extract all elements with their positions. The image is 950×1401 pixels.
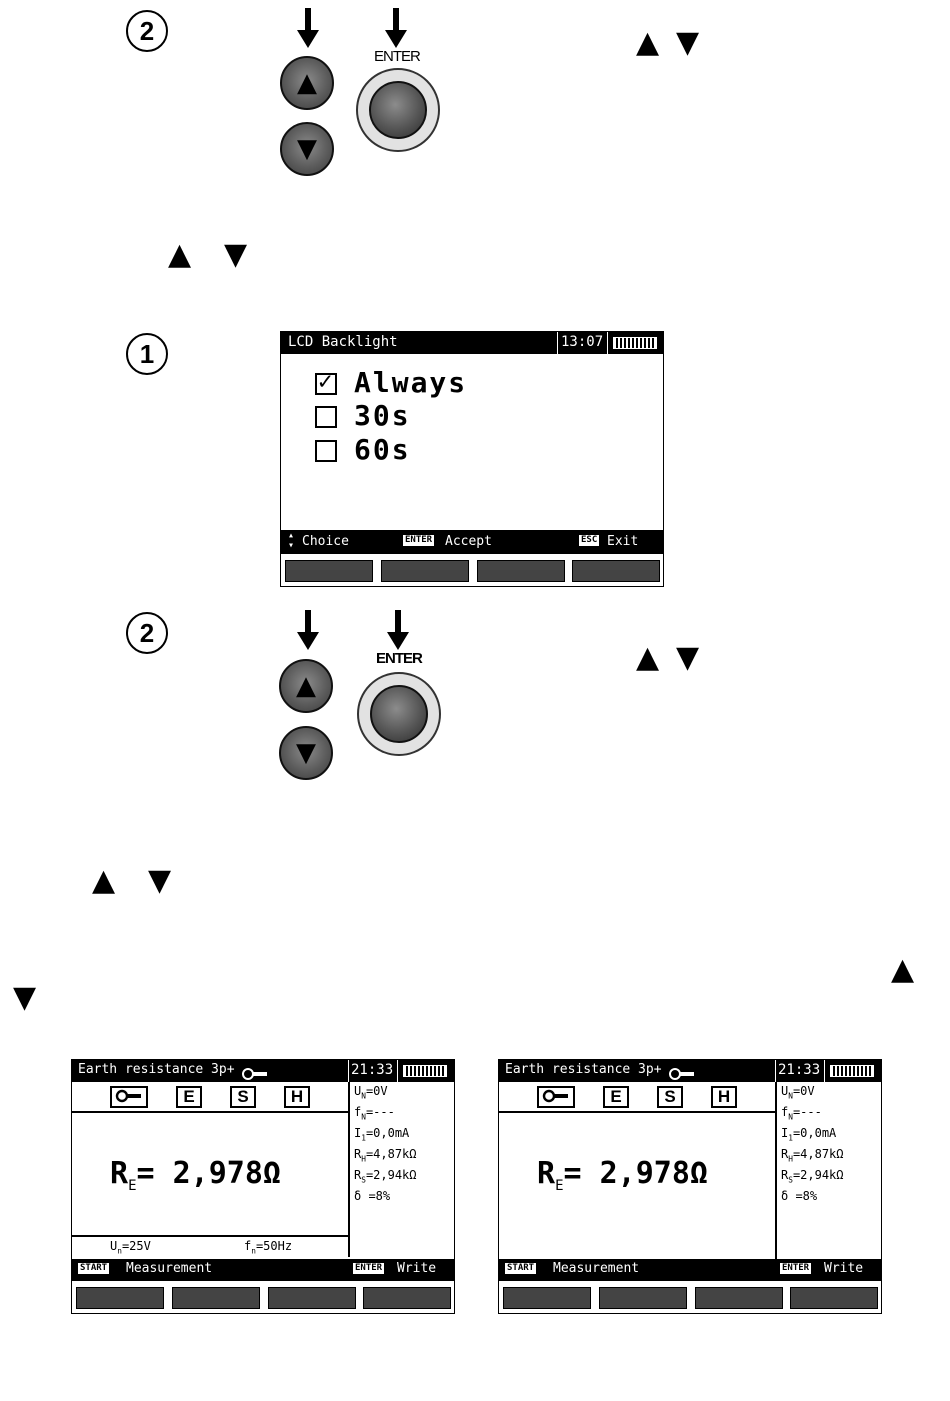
- enter-key-label: ENTER: [376, 650, 422, 667]
- softkey-2[interactable]: [172, 1287, 260, 1309]
- param-delta: δ =8%: [781, 1189, 818, 1203]
- softkey-3[interactable]: [477, 560, 565, 582]
- mode-e-box: E: [603, 1086, 629, 1108]
- down-triangle-icon: ▼: [676, 25, 700, 60]
- option-label-60s[interactable]: 60s: [354, 433, 411, 466]
- clock-time: 21:33: [351, 1062, 394, 1078]
- param-un: $U_N=0V$: [354, 1084, 388, 1101]
- down-arrow-icon: ▼: [296, 738, 316, 768]
- param-un: $U_N=0V$: [781, 1084, 815, 1101]
- enter-key-label: ENTER: [374, 48, 420, 65]
- up-key-button[interactable]: [280, 56, 334, 110]
- footer-write: Write: [397, 1261, 437, 1276]
- option-label-30s[interactable]: 30s: [354, 399, 411, 432]
- mode-e-box: E: [176, 1086, 202, 1108]
- screen-title: LCD Backlight: [288, 334, 398, 350]
- measurement-result: $R_E= 2,978\Omega$: [537, 1156, 708, 1194]
- param-fn: $f_N=---$: [781, 1105, 822, 1122]
- screen-title: Earth resistance 3p+: [78, 1062, 235, 1077]
- footer-measurement: Measurement: [553, 1261, 640, 1276]
- lcd-backlight-screen: [280, 331, 664, 587]
- param-i1: $I_1=0,0mA$: [354, 1126, 410, 1143]
- screen-title-bar: [499, 1060, 881, 1082]
- softkey-3[interactable]: [695, 1287, 783, 1309]
- screen-title-bar: [281, 332, 663, 354]
- param-i1: $I_1=0,0mA$: [781, 1126, 837, 1143]
- param-rs: $R_S=2,94k\Omega$: [781, 1168, 844, 1185]
- enter-knob-icon: [370, 685, 428, 743]
- mode-clamp-box: [110, 1086, 148, 1108]
- screen-footer-bar: ▴ ▾ Choice ENTER Accept ESC Exit: [281, 530, 663, 554]
- softkey-2[interactable]: [599, 1287, 687, 1309]
- measurement-result: $R_E= 2,978\Omega$: [110, 1156, 281, 1194]
- up-triangle-icon: ▲: [168, 237, 192, 272]
- screen-title: Earth resistance 3p+: [505, 1062, 662, 1077]
- earth-resistance-screen-2: [498, 1059, 882, 1314]
- down-triangle-icon: ▼: [676, 640, 700, 675]
- param-rs: $R_S=2,94k\Omega$: [354, 1168, 417, 1185]
- down-key-button[interactable]: [280, 122, 334, 176]
- step-badge-2-top: 2: [126, 10, 168, 52]
- down-arrow-icon: ▼: [297, 134, 317, 164]
- clock-time: 21:33: [778, 1062, 821, 1078]
- mode-h-box: H: [284, 1086, 310, 1108]
- enter-key-button[interactable]: [357, 672, 441, 756]
- down-triangle-icon: ▼: [148, 863, 172, 898]
- battery-icon: [613, 337, 657, 349]
- screen-footer-bar: START Measurement ENTER Write: [72, 1259, 454, 1281]
- option-checkbox-always[interactable]: [315, 367, 337, 395]
- footer-measurement: Measurement: [126, 1261, 213, 1276]
- check-mark-icon: ✓: [318, 367, 333, 395]
- down-triangle-icon: ▼: [224, 237, 248, 272]
- mode-s-box: S: [230, 1086, 256, 1108]
- softkey-3[interactable]: [268, 1287, 356, 1309]
- mode-clamp-box: [537, 1086, 575, 1108]
- mode-h-box: H: [711, 1086, 737, 1108]
- battery-icon: [830, 1065, 874, 1077]
- clock-time: 13:07: [561, 334, 604, 350]
- step-badge-1: 1: [126, 333, 168, 375]
- up-key-button[interactable]: [279, 659, 333, 713]
- softkey-4[interactable]: [363, 1287, 451, 1309]
- up-triangle-icon: ▲: [891, 952, 915, 987]
- up-arrow-icon: ▲: [296, 671, 316, 701]
- enter-key-button[interactable]: [356, 68, 440, 152]
- param-fn: $f_N=---$: [354, 1105, 395, 1122]
- earth-resistance-screen-1: [71, 1059, 455, 1314]
- option-checkbox-60s[interactable]: [315, 440, 337, 462]
- softkey-2[interactable]: [381, 560, 469, 582]
- up-triangle-icon: ▲: [636, 25, 660, 60]
- option-checkbox-30s[interactable]: [315, 406, 337, 428]
- softkey-1[interactable]: [503, 1287, 591, 1309]
- up-arrow-icon: ▲: [297, 68, 317, 98]
- option-label-always[interactable]: Always: [354, 366, 468, 399]
- down-pointer-icon: [297, 8, 319, 48]
- up-triangle-icon: ▲: [92, 863, 116, 898]
- down-pointer-icon: [297, 610, 319, 650]
- down-pointer-icon: [385, 8, 407, 48]
- param-rh: $R_H=4,87k\Omega$: [354, 1147, 417, 1164]
- mode-s-box: S: [657, 1086, 683, 1108]
- footer-exit: Exit: [607, 534, 639, 549]
- updown-small-icon: ▴ ▾: [288, 530, 295, 551]
- up-triangle-icon: ▲: [636, 640, 660, 675]
- param-delta: δ =8%: [354, 1189, 391, 1203]
- softkey-1[interactable]: [285, 560, 373, 582]
- clamp-icon: [240, 1065, 270, 1077]
- softkey-row: [499, 1283, 881, 1313]
- softkey-4[interactable]: [572, 560, 660, 582]
- footer-choice: Choice: [302, 534, 349, 549]
- clamp-icon: [667, 1065, 697, 1077]
- battery-icon: [403, 1065, 447, 1077]
- softkey-1[interactable]: [76, 1287, 164, 1309]
- down-pointer-icon: [387, 610, 409, 650]
- down-triangle-icon: ▼: [13, 980, 37, 1015]
- screen-title-bar: [72, 1060, 454, 1082]
- step-badge-2-mid: 2: [126, 612, 168, 654]
- setting-voltage: $U_n=25V$: [110, 1239, 151, 1256]
- screen-footer-bar: START Measurement ENTER Write: [499, 1259, 881, 1281]
- footer-write: Write: [824, 1261, 864, 1276]
- down-key-button[interactable]: [279, 726, 333, 780]
- param-rh: $R_H=4,87k\Omega$: [781, 1147, 844, 1164]
- softkey-row: [72, 1283, 454, 1313]
- footer-accept: Accept: [445, 534, 492, 549]
- softkey-row: [281, 556, 663, 586]
- enter-knob-icon: [369, 81, 427, 139]
- softkey-4[interactable]: [790, 1287, 878, 1309]
- setting-frequency: $f_n=50Hz$: [244, 1239, 293, 1256]
